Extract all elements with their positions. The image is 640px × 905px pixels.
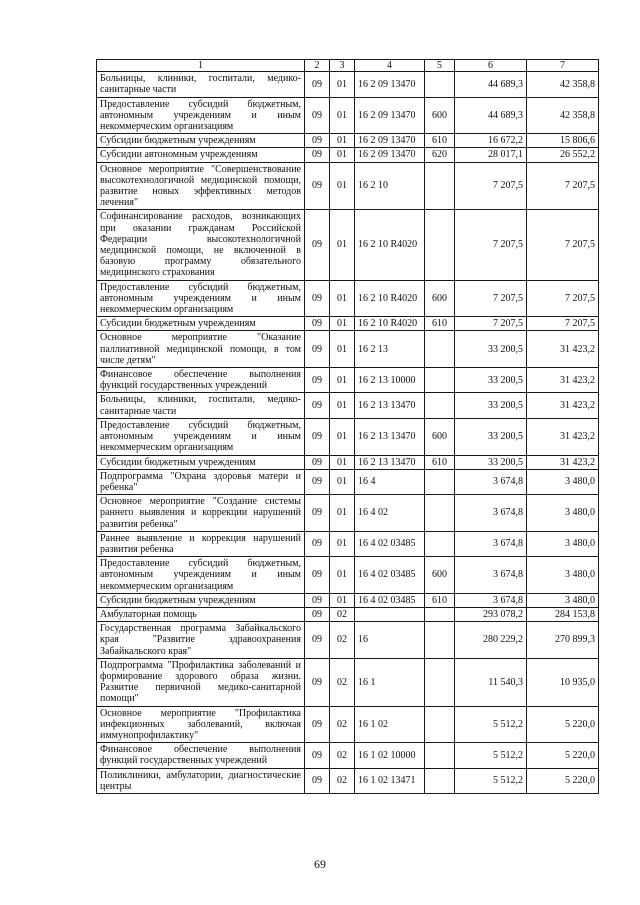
section-code-cell: 09 (305, 134, 330, 148)
section-code-cell: 09 (305, 593, 330, 607)
row-name-cell: Субсидии бюджетным учреждениям (97, 593, 305, 607)
expense-type-cell: 600 (425, 97, 455, 134)
row-name-cell: Подпрограмма "Охрана здоровья матери и ребенка" (97, 469, 305, 494)
target-article-cell: 16 2 10 R4020 (355, 280, 425, 317)
row-name-cell: Субсидии бюджетным учреждениям (97, 455, 305, 469)
row-name-cell: Раннее выявление и коррекция нарушений развития ребенка (97, 531, 305, 556)
target-article-cell: 16 2 13 13470 (355, 455, 425, 469)
row-name-cell: Предоставление субсидий бюджетным, автономным учреждениям и иным некоммерческим организациям (97, 418, 305, 455)
target-article-cell: 16 4 02 03485 (355, 531, 425, 556)
amount-col7-cell: 7 207,5 (527, 210, 599, 280)
target-article-cell: 16 1 02 (355, 706, 425, 743)
table-row (97, 148, 599, 162)
subsection-code-cell: 01 (330, 557, 355, 594)
amount-col6-cell: 293 078,2 (455, 607, 527, 621)
amount-col7-cell: 3 480,0 (527, 469, 599, 494)
expense-type-cell (425, 706, 455, 743)
amount-col7-cell: 31 423,2 (527, 368, 599, 393)
target-article-cell: 16 1 (355, 658, 425, 706)
amount-col7-cell: 3 480,0 (527, 531, 599, 556)
expense-type-cell: 610 (425, 455, 455, 469)
section-code-cell: 09 (305, 331, 330, 368)
row-name-cell: Субсидии бюджетным учреждениям (97, 317, 305, 331)
amount-col7-cell: 3 480,0 (527, 557, 599, 594)
subsection-code-cell: 01 (330, 418, 355, 455)
section-code-cell: 09 (305, 148, 330, 162)
amount-col7-cell: 31 423,2 (527, 455, 599, 469)
row-name-cell: Предоставление субсидий бюджетным, автономным учреждениям и иным некоммерческим организациям (97, 557, 305, 594)
section-code-cell: 09 (305, 531, 330, 556)
header-col-4: 4 (355, 60, 425, 72)
target-article-cell: 16 2 13 (355, 331, 425, 368)
row-name-cell: Основное мероприятие "Оказание паллиативной медицинской помощи, в том числе детям" (97, 331, 305, 368)
row-name-cell: Субсидии бюджетным учреждениям (97, 134, 305, 148)
row-name-cell: Поликлиники, амбулатории, диагностические центры (97, 768, 305, 793)
section-code-cell: 09 (305, 280, 330, 317)
section-code-cell: 09 (305, 418, 330, 455)
subsection-code-cell: 01 (330, 317, 355, 331)
subsection-code-cell: 01 (330, 368, 355, 393)
table-row (97, 768, 599, 793)
target-article-cell: 16 2 09 13470 (355, 148, 425, 162)
subsection-code-cell: 01 (330, 97, 355, 134)
target-article-cell: 16 (355, 622, 425, 659)
table-row (97, 557, 599, 594)
table-row (97, 622, 599, 659)
amount-col7-cell: 10 935,0 (527, 658, 599, 706)
section-code-cell: 09 (305, 469, 330, 494)
row-name-cell: Основное мероприятие "Профилактика инфекционных заболеваний, включая иммунопрофилактику" (97, 706, 305, 743)
amount-col6-cell: 7 207,5 (455, 162, 527, 210)
table-row (97, 331, 599, 368)
row-name-cell: Финансовое обеспечение выполнения функций государственных учреждений (97, 743, 305, 768)
section-code-cell: 09 (305, 368, 330, 393)
amount-col7-cell: 15 806,6 (527, 134, 599, 148)
table-row (97, 280, 599, 317)
subsection-code-cell: 02 (330, 706, 355, 743)
section-code-cell: 09 (305, 393, 330, 418)
amount-col6-cell: 3 674,8 (455, 495, 527, 532)
target-article-cell: 16 2 13 13470 (355, 393, 425, 418)
subsection-code-cell: 01 (330, 531, 355, 556)
header-col-5: 5 (425, 60, 455, 72)
header-row (97, 60, 599, 72)
section-code-cell: 09 (305, 658, 330, 706)
table-row (97, 706, 599, 743)
subsection-code-cell: 01 (330, 593, 355, 607)
table-row (97, 97, 599, 134)
header-col-6: 6 (455, 60, 527, 72)
amount-col6-cell: 28 017,1 (455, 148, 527, 162)
row-name-cell: Амбулаторная помощь (97, 607, 305, 621)
expense-type-cell (425, 210, 455, 280)
amount-col7-cell: 31 423,2 (527, 418, 599, 455)
amount-col7-cell: 3 480,0 (527, 495, 599, 532)
amount-col6-cell: 5 512,2 (455, 768, 527, 793)
table-row (97, 469, 599, 494)
row-name-cell: Субсидии автономным учреждениям (97, 148, 305, 162)
section-code-cell: 09 (305, 607, 330, 621)
amount-col7-cell: 5 220,0 (527, 743, 599, 768)
table-row (97, 162, 599, 210)
amount-col7-cell: 270 899,3 (527, 622, 599, 659)
table-row (97, 210, 599, 280)
amount-col7-cell: 5 220,0 (527, 768, 599, 793)
subsection-code-cell: 01 (330, 393, 355, 418)
section-code-cell: 09 (305, 768, 330, 793)
expense-type-cell (425, 331, 455, 368)
amount-col6-cell: 3 674,8 (455, 469, 527, 494)
row-name-cell: Больницы, клиники, госпитали, медико-санитарные части (97, 72, 305, 97)
expense-type-cell (425, 743, 455, 768)
expense-type-cell (425, 658, 455, 706)
amount-col6-cell: 280 229,2 (455, 622, 527, 659)
amount-col6-cell: 5 512,2 (455, 706, 527, 743)
expense-type-cell: 620 (425, 148, 455, 162)
amount-col7-cell: 7 207,5 (527, 280, 599, 317)
table-row (97, 495, 599, 532)
amount-col7-cell: 7 207,5 (527, 317, 599, 331)
amount-col7-cell: 26 552,2 (527, 148, 599, 162)
expense-type-cell (425, 368, 455, 393)
amount-col7-cell: 3 480,0 (527, 593, 599, 607)
subsection-code-cell: 01 (330, 469, 355, 494)
section-code-cell: 09 (305, 622, 330, 659)
subsection-code-cell: 01 (330, 148, 355, 162)
amount-col6-cell: 7 207,5 (455, 210, 527, 280)
amount-col6-cell: 11 540,3 (455, 658, 527, 706)
target-article-cell: 16 1 02 13471 (355, 768, 425, 793)
target-article-cell: 16 4 (355, 469, 425, 494)
table-row (97, 418, 599, 455)
amount-col7-cell: 7 207,5 (527, 162, 599, 210)
subsection-code-cell: 02 (330, 622, 355, 659)
section-code-cell: 09 (305, 557, 330, 594)
row-name-cell: Софинансирование расходов, возникающих при оказании гражданам Российской Федерации высокотехнологичной медицинской помощи, не включенной в базовую программу обязательного медицинского страхования (97, 210, 305, 280)
target-article-cell: 16 1 02 10000 (355, 743, 425, 768)
expense-type-cell: 600 (425, 280, 455, 317)
header-col-7: 7 (527, 60, 599, 72)
table-row (97, 607, 599, 621)
amount-col6-cell: 16 672,2 (455, 134, 527, 148)
amount-col6-cell: 3 674,8 (455, 557, 527, 594)
amount-col6-cell: 44 689,3 (455, 72, 527, 97)
target-article-cell (355, 607, 425, 621)
section-code-cell: 09 (305, 743, 330, 768)
expense-type-cell (425, 393, 455, 418)
target-article-cell: 16 2 10 R4020 (355, 317, 425, 331)
expense-type-cell (425, 162, 455, 210)
expense-type-cell: 610 (425, 134, 455, 148)
target-article-cell: 16 4 02 03485 (355, 593, 425, 607)
target-article-cell: 16 2 09 13470 (355, 72, 425, 97)
table-row (97, 72, 599, 97)
expense-type-cell: 610 (425, 317, 455, 331)
amount-col7-cell: 42 358,8 (527, 97, 599, 134)
subsection-code-cell: 01 (330, 455, 355, 469)
amount-col6-cell: 44 689,3 (455, 97, 527, 134)
page-number: 69 (314, 857, 326, 871)
row-name-cell: Финансовое обеспечение выполнения функций государственных учреждений (97, 368, 305, 393)
amount-col7-cell: 5 220,0 (527, 706, 599, 743)
expense-type-cell (425, 531, 455, 556)
subsection-code-cell: 01 (330, 162, 355, 210)
target-article-cell: 16 4 02 03485 (355, 557, 425, 594)
budget-table (96, 59, 599, 794)
amount-col6-cell: 33 200,5 (455, 331, 527, 368)
header-col-1: 1 (97, 60, 305, 72)
table-row (97, 593, 599, 607)
section-code-cell: 09 (305, 210, 330, 280)
section-code-cell: 09 (305, 317, 330, 331)
section-code-cell: 09 (305, 72, 330, 97)
subsection-code-cell: 02 (330, 768, 355, 793)
row-name-cell: Государственная программа Забайкальского края "Развитие здравоохранения Забайкальского края" (97, 622, 305, 659)
amount-col7-cell: 31 423,2 (527, 331, 599, 368)
amount-col6-cell: 33 200,5 (455, 393, 527, 418)
amount-col6-cell: 33 200,5 (455, 368, 527, 393)
subsection-code-cell: 02 (330, 658, 355, 706)
expense-type-cell: 600 (425, 418, 455, 455)
target-article-cell: 16 2 10 (355, 162, 425, 210)
expense-type-cell (425, 495, 455, 532)
row-name-cell: Основное мероприятие "Совершенствование высокотехнологичной медицинской помощи, развитие новых эффективных методов лечения" (97, 162, 305, 210)
target-article-cell: 16 2 09 13470 (355, 97, 425, 134)
expense-type-cell (425, 607, 455, 621)
section-code-cell: 09 (305, 97, 330, 134)
target-article-cell: 16 4 02 (355, 495, 425, 532)
subsection-code-cell: 02 (330, 743, 355, 768)
amount-col6-cell: 3 674,8 (455, 531, 527, 556)
row-name-cell: Основное мероприятие "Создание системы раннего выявления и коррекции нарушений развития ребенка" (97, 495, 305, 532)
subsection-code-cell: 01 (330, 331, 355, 368)
table-row (97, 134, 599, 148)
table-row (97, 531, 599, 556)
target-article-cell: 16 2 09 13470 (355, 134, 425, 148)
section-code-cell: 09 (305, 162, 330, 210)
expense-type-cell: 610 (425, 593, 455, 607)
table-header (97, 60, 599, 72)
amount-col6-cell: 33 200,5 (455, 418, 527, 455)
section-code-cell: 09 (305, 455, 330, 469)
target-article-cell: 16 2 13 10000 (355, 368, 425, 393)
subsection-code-cell: 01 (330, 280, 355, 317)
amount-col6-cell: 7 207,5 (455, 317, 527, 331)
table-row (97, 393, 599, 418)
amount-col7-cell: 31 423,2 (527, 393, 599, 418)
amount-col6-cell: 33 200,5 (455, 455, 527, 469)
subsection-code-cell: 01 (330, 134, 355, 148)
table-row (97, 455, 599, 469)
expense-type-cell: 600 (425, 557, 455, 594)
expense-type-cell (425, 72, 455, 97)
row-name-cell: Предоставление субсидий бюджетным, автономным учреждениям и иным некоммерческим организациям (97, 97, 305, 134)
row-name-cell: Подпрограмма "Профилактика заболеваний и формирование здорового образа жизни. Развитие первичной медико-санитарной помощи" (97, 658, 305, 706)
subsection-code-cell: 01 (330, 495, 355, 532)
section-code-cell: 09 (305, 706, 330, 743)
table-row (97, 317, 599, 331)
target-article-cell: 16 2 13 13470 (355, 418, 425, 455)
table-body (97, 72, 599, 794)
row-name-cell: Предоставление субсидий бюджетным, автономным учреждениям и иным некоммерческим организациям (97, 280, 305, 317)
table-row (97, 743, 599, 768)
expense-type-cell (425, 768, 455, 793)
subsection-code-cell: 01 (330, 210, 355, 280)
section-code-cell: 09 (305, 495, 330, 532)
table-row (97, 658, 599, 706)
subsection-code-cell: 01 (330, 72, 355, 97)
amount-col6-cell: 3 674,8 (455, 593, 527, 607)
row-name-cell: Больницы, клиники, госпитали, медико-санитарные части (97, 393, 305, 418)
amount-col7-cell: 42 358,8 (527, 72, 599, 97)
expense-type-cell (425, 469, 455, 494)
amount-col6-cell: 7 207,5 (455, 280, 527, 317)
expense-type-cell (425, 622, 455, 659)
target-article-cell: 16 2 10 R4020 (355, 210, 425, 280)
table-row (97, 368, 599, 393)
header-col-2: 2 (305, 60, 330, 72)
subsection-code-cell: 02 (330, 607, 355, 621)
amount-col7-cell: 284 153,8 (527, 607, 599, 621)
header-col-3: 3 (330, 60, 355, 72)
amount-col6-cell: 5 512,2 (455, 743, 527, 768)
